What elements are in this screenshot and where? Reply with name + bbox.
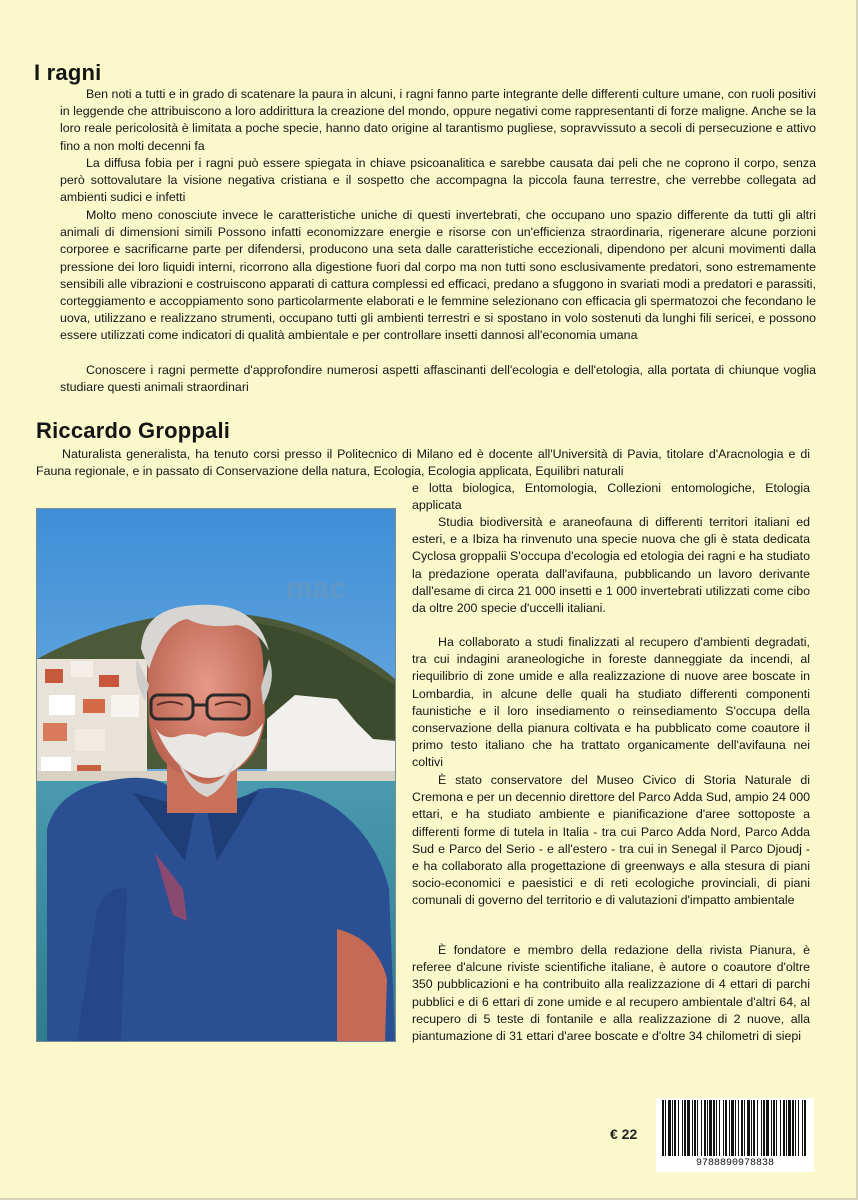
author-intro: Naturalista generalista, ha tenuto corsi presso il Politecnico di Milano ed è docente all'Università di Pavia, titolare d'Aracnologia e di Fauna regionale, e in passato di Conservazione della natura, Ecologia, Ecologia applicata, Equilibri naturali (36, 447, 810, 479)
barcode (656, 1098, 814, 1172)
ragni-paragraph-2: La diffusa fobia per i ragni può essere spiegata in chiave psicoanalitica e sarebbe causata dai peli che ne coprono il corpo, senza però sottovalutare la visione negativa cristiana e il sospetto che accompagna la piccola fauna terrestre, che verrebbe collegata ad ambienti sudici e infetti (60, 156, 816, 205)
ragni-paragraph-4: Conoscere i ragni permette d'approfondire numerosi aspetti affascinanti dell'ecologia e dell'etologia, alla portata di chiunque voglia studiare questi animali straordinari (60, 363, 816, 395)
author-paragraph-3: È stato conservatore del Museo Civico di Storia Naturale di Cremona e per un decennio direttore del Parco Adda Sud, ampio 24 000 ettari, e ha studiato ambiente e pianificazione d'aree sottoposte a differenti forme di tutela in Italia - tra cui Parco Adda Nord, Parco Adda Sud e Parco del Serio - e all'estero - tra cui in Senegal il Parco Djoudj - e ha collaborato alla progettazione di greenways e alla stesura di piani socio-economici e paesistici e di reti ecologiche provinciali, di piani comunali di governo del territorio e di valutazioni d'impatto ambientale (412, 773, 810, 908)
author-paragraph-4: È fondatore e membro della redazione della rivista Pianura, è referee d'alcune riviste scientifiche italiane, è autore o coautore d'oltre 350 pubblicazioni e ha contribuito alla realizzazione di 4 ettari di parchi pubblici e di 6 ettari di zone umide e al recupero ambientale d'altri 64, al recupero di 5 teste di fontanile e alla realizzazione di 2 nuove, alla piantumazione di 31 ettari d'aree boscate e d'oltre 34 chilometri di siepi (412, 943, 810, 1044)
author-paragraph-1: Studia biodiversità e araneofauna di differenti territori italiani ed esteri, e a Ibiza ha rinvenuto una specie nuova che gli è stata dedicata Cyclosa groppalii S'occupa d'ecologia ed etologia dei ragni e ha studiato la predazione operata dall'avifauna, pubblicando un lavoro derivante dall'esame di circa 21 000 insetti e 1 000 invertebrati utilizzati come cibo da oltre 200 specie d'uccelli italiani. (412, 515, 810, 616)
section-title-ragni: I ragni (34, 60, 102, 85)
isbn-number: 9788890978838 (695, 1158, 774, 1169)
ragni-paragraph-3: Molto meno conosciute invece le caratteristiche uniche di questi invertebrati, che occupano uno spazio differente da tutti gli altri animali di dimensioni simili Possono infatti economizzare energie e risorse con un'efficienza straordinaria, rigenerare alcune porzioni corporee e sacrificarne parte per difendersi, producono una seta dalle caratteristiche eccezionali, dipendono per alcuni movimenti dalla pressione dei loro liquidi interni, ricorrono alla digestione fuori dal corpo ma non tutti sono esclusivamente predatori, sono estremamente sensibili alle vibrazioni e costruiscono apparati di cattura complessi ed efficaci, predano a sfuggono in svariati modi a predatori e parassiti, corteggiamento e accoppiamento sono particolarmente elaborati e le femmine selezionano con efficacia gli spermatozoi che fecondano le uova, utilizzano e realizzano strumenti, occupano tutti gli ambienti terrestri e si spostano in volo sostenuti da lunghi fili sericei, e possono essere utilizzati come indicatori di qualità ambientale e per controllare insetti dannosi all'economia umana (60, 208, 816, 343)
ragni-paragraph-1: Ben noti a tutti e in grado di scatenare la paura in alcuni, i ragni fanno parte integrante delle differenti culture umane, con ruoli positivi in leggende che attribuiscono a loro addirittura la creazione del mondo, oppure negativi come rappresentanti di forze maligne. Anche se la loro reale pericolosità è limitata a poche specie, hanno dato origine al tarantismo pugliese, sopravvissuto a secoli di persecuzione e attivo fino a non molti decenni fa (60, 87, 816, 153)
section-title-author: Riccardo Groppali (36, 418, 231, 443)
price-label: € 22 (610, 1126, 638, 1142)
barcode-bars (656, 1098, 814, 1158)
watermark-logo: mac (286, 572, 347, 605)
author-intro-continued: e lotta biologica, Entomologia, Collezioni entomologiche, Etologia applicata (412, 481, 810, 513)
author-paragraph-2: Ha collaborato a studi finalizzati al recupero d'ambienti degradati, tra cui indagini araneologiche in foreste danneggiate da incendi, al riequilibrio di zone umide e alla realizzazione di nuove aree boscate in Lombardia, in alcune delle quali ha studiato differenti componenti faunistiche e il loro insediamento o reinsediamento S'occupa della conservazione della pianura coltivata e ha pubblicato come coautore il primo testo italiano che ha trattato organicamente dell'avifauna nei coltivi (412, 635, 810, 770)
